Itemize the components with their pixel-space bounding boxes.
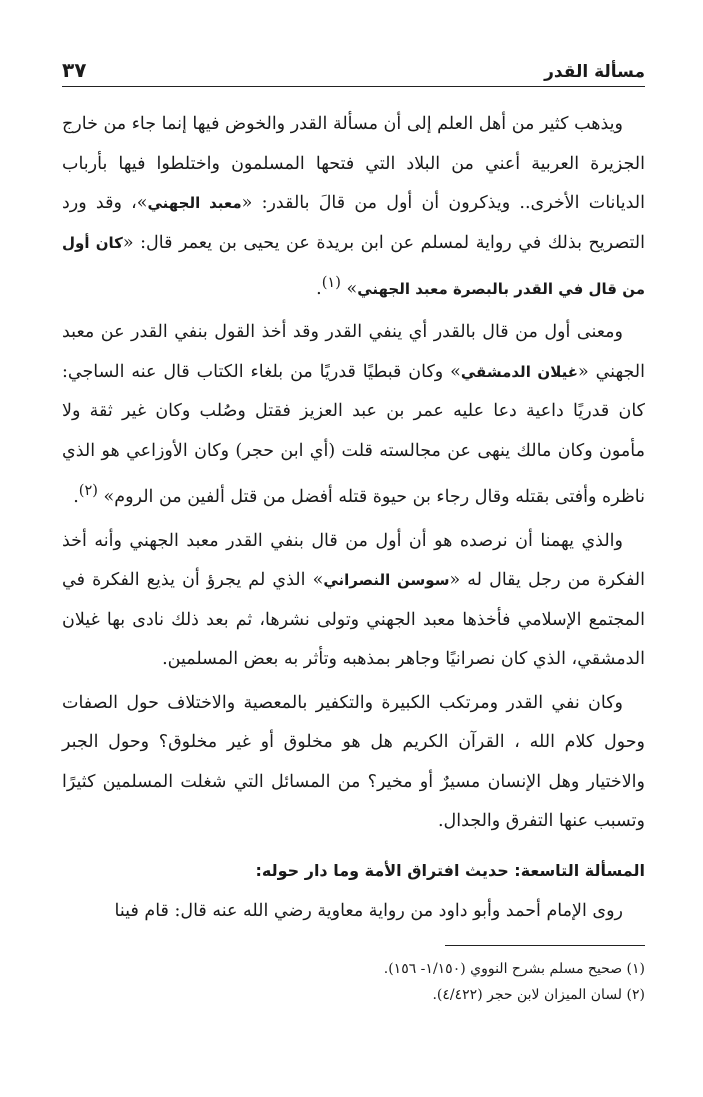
- section-heading: المسألة التاسعة: حديث افتراق الأمة وما دار حوله:: [255, 860, 645, 880]
- footnote-ref-2[interactable]: (٢): [78, 482, 98, 500]
- page-number: ٣٧: [62, 58, 87, 82]
- book-page: [62, 52, 645, 1097]
- footnote-2: (٢) لسان الميزان لابن حجر (٤/٤٢٢).: [432, 987, 645, 1004]
- paragraph-3: والذي يهمنا أن نرصده هو أن أول من قال بنفي القدر معبد الجهني وأنه أخذ الفكرة من رجل يقال له «سوسن النصراني» الذي لم يجرؤ أن يذيع الفكرة في المجتمع الإسلامي فأخذها معبد الجهني وتولى نشرها، ثم بعد ذلك نادى بها غيلان الدمشقي، الذي كان نصرانيًا وجاهر بمذهبه وتأثر به بعض المسلمين.: [62, 530, 645, 670]
- footnote-divider: [445, 945, 645, 946]
- bold-name-sawsan: سوسن النصراني: [323, 571, 450, 590]
- bold-quote: كان أول من قال في القدر بالبصرة معبد الجهني: [62, 233, 645, 298]
- footnote-ref-1[interactable]: (١): [321, 274, 341, 291]
- footnote-1: (١) صحيح مسلم بشرح النووي (١/١٥٠- ١٥٦).: [383, 961, 645, 978]
- paragraph-2: ومعنى أول من قال بالقدر أي ينفي القدر وقد أخذ القول بنفي القدر عن معبد الجهني «غيلان الدمشقي» وكان قبطيًا قدريًا من بلغاء الكتاب قال عنه الساجي: كان قدريًا داعية دعا عليه عمر بن عبد العزيز فقتل وصُلب وكان غير ثقة ولا مأمون وكان مالك ينهى عن مجالسته قلت (أي ابن حجر) وكان الأوزاعي هو الذي ناظره وأفتى بقتله وقال رجاء بن حيوة قتله أفضل من قتل ألفين من الروم» $^{(٢)}$.: [62, 322, 646, 508]
- paragraph-5: روى الإمام أحمد وأبو داود من رواية معاوية رضي الله عنه قال: قام فينا: [114, 900, 623, 921]
- running-title: مسألة القدر: [544, 62, 645, 82]
- page-header: [62, 52, 645, 87]
- bold-name-ghaylan: غيلان الدمشقي: [460, 362, 578, 381]
- footnotes: [62, 956, 645, 1008]
- bold-name-maabad: معبد الجهني: [147, 194, 242, 212]
- paragraph-4: وكان نفي القدر ومرتكب الكبيرة والتكفير بالمعصية والاختلاف حول الصفات وحول كلام الله ، القرآن الكريم هل هو مخلوق أو غير مخلوق؟ وحول الجبر والاختيار وهل الإنسان مسيرٌ أو مخير؟ من المسائل التي شغلت المسلمين كثيرًا وتسبب عنها التفرق والجدال.: [62, 692, 645, 832]
- paragraph-1: ويذهب كثير من أهل العلم إلى أن مسألة القدر والخوض فيها إنما جاء من خارج الجزيرة العربية أعني من البلاد التي فتحها المسلمون واختلطوا فيها بأرباب الديانات الأخرى.. ويذكرون أن أول من قالَ بالقدر: «معبد الجهني»، وقد ورد التصريح بذلك في رواية لمسلم عن ابن بريدة عن يحيى بن يعمر قال: «كان أول من قال في القدر بالبصرة معبد الجهني» $^{(١)}$.: [61, 114, 645, 299]
- body-text: [62, 105, 645, 931]
